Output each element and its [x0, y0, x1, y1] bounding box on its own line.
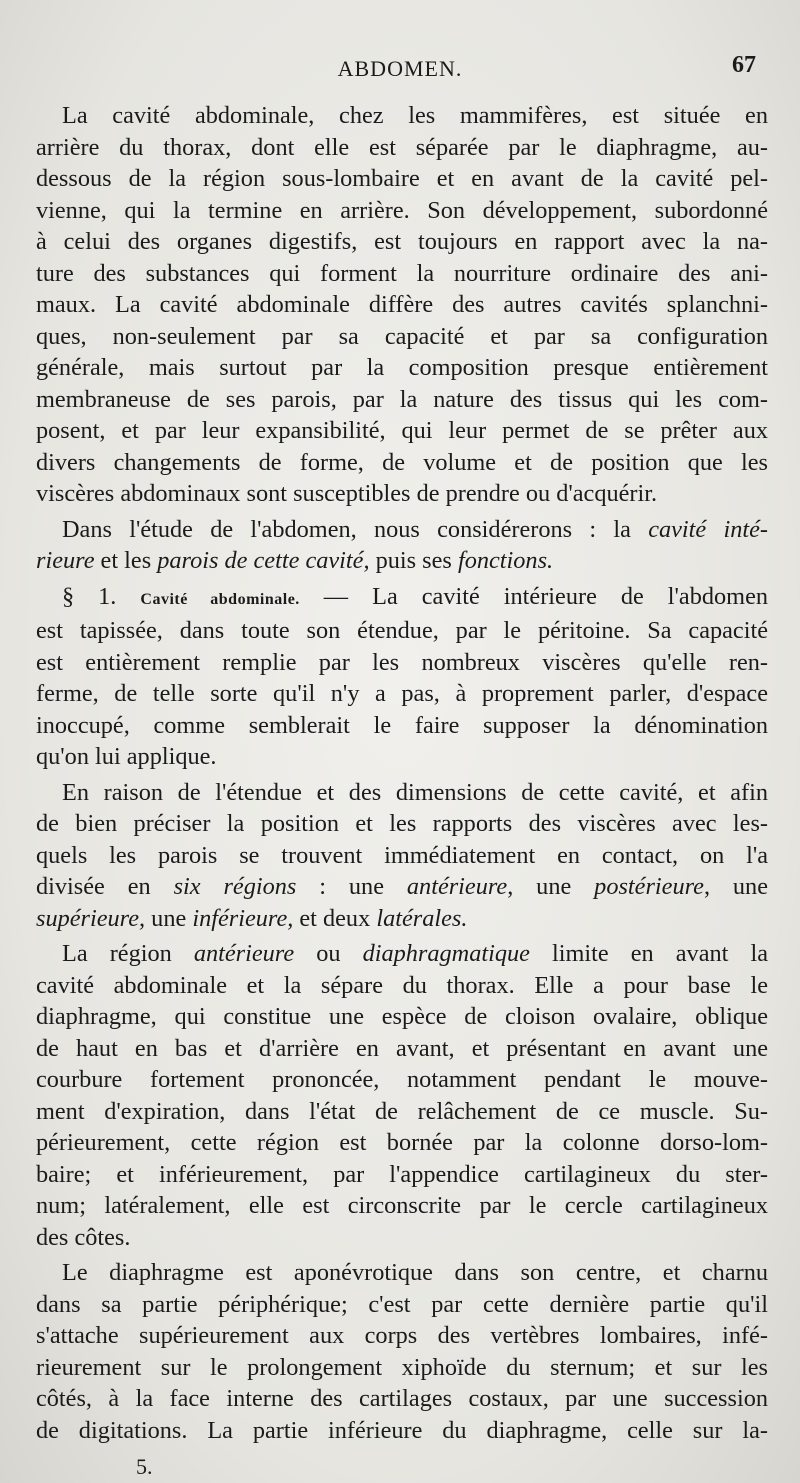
text-line: côtés, à la face interne des cartilages costaux, par une succession — [36, 1385, 768, 1412]
italic-run: diaphragmatique — [362, 940, 530, 967]
text-run: limite en avant la — [529, 940, 768, 967]
page-number: 67 — [732, 52, 756, 78]
text-line: vienne, qui la termine en arrière. Son développement, subordonné — [36, 196, 768, 224]
italic-run: antérieure — [193, 940, 295, 967]
text-line: à celui des organes digestifs, est toujours en rapport avec la na- — [36, 228, 768, 255]
signature-mark: 5. — [136, 1454, 153, 1479]
text-line: périeurement, cette région est bornée par la colonne dorso-lom- — [36, 1129, 768, 1156]
running-head — [0, 52, 800, 88]
text-line: posent, et par leur expansibilité, qui leur permet de se prêter aux — [36, 417, 768, 444]
text-line: cavité abdominale et la sépare du thorax. Elle a pour base le — [36, 971, 768, 999]
text-line — [36, 545, 768, 577]
text-line — [36, 903, 768, 935]
text-line: membraneuse de ses parois, par la nature des tissus qui les com- — [36, 385, 768, 413]
paragraph-2 — [36, 514, 768, 577]
text-line: Le diaphragme est aponévrotique dans son centre, et charnu — [62, 1259, 768, 1286]
text-line — [36, 514, 768, 546]
text-line: de haut en bas et d'arrière en avant, et présentant en avant une — [36, 1034, 768, 1062]
text-run: une — [145, 904, 193, 932]
text-line: courbure fortement prononcée, notamment pendant le mouve- — [36, 1066, 768, 1093]
text-run: , une — [507, 873, 595, 900]
text-line: baire; et inférieurement, par l'appendice cartilagineux du ster- — [36, 1160, 768, 1188]
text-line: ques, non-seulement par sa capacité et par sa configuration — [36, 322, 768, 350]
text-line: quels les parois se trouvent immédiatement en contact, on l'a — [36, 841, 768, 869]
italic-run: antérieure — [406, 873, 508, 900]
paragraph-4 — [36, 777, 768, 935]
text-line: diaphragme, qui constitue une espèce de cloison ovalaire, oblique — [36, 1003, 768, 1030]
text-run: puis ses — [369, 547, 458, 574]
italic-run: supérieure, — [36, 904, 146, 932]
text-run: et les — [94, 547, 158, 574]
text-line: dessous de la région sous-lombaire et en avant de la cavité pel- — [36, 165, 768, 192]
text-line: num; latéralement, elle est circonscrite par le cercle cartilagineux — [36, 1192, 768, 1219]
paragraph-5 — [36, 938, 768, 1253]
text-run: ou — [294, 940, 363, 967]
text-line: ture des substances qui forment la nourriture ordinaire des ani- — [36, 259, 768, 287]
text-line: rieurement sur le prolongement xiphoïde du sternum; et sur les — [36, 1353, 768, 1381]
body-text — [36, 100, 768, 1450]
section-title: Cavité abdominale. — [140, 590, 300, 608]
text-line: générale, mais surtout par la composition presque entièrement — [36, 354, 768, 381]
text-line: maux. La cavité abdominale diffère des autres cavités splanchni- — [36, 291, 768, 318]
italic-run: cavité inté- — [648, 515, 769, 543]
text-line: de bien préciser la position et les rapports des viscères avec les- — [36, 810, 768, 837]
italic-run: six régions — [173, 873, 297, 900]
paragraph-1 — [36, 100, 768, 510]
italic-run: parois de cette cavité, — [157, 547, 370, 574]
text-line: La cavité abdominale, chez les mammifères, est située en — [62, 102, 768, 129]
text-run: — La cavité intérieure de l'abdomen — [299, 582, 768, 610]
text-run: La région — [62, 940, 194, 967]
text-line: est tapissée, dans toute son étendue, par le péritoine. Sa capacité — [36, 617, 768, 644]
text-line: qu'on lui applique. — [36, 743, 217, 770]
text-line: inoccupé, comme semblerait le faire supposer la dénomination — [36, 711, 768, 739]
text-line — [36, 938, 768, 970]
text-line: ferme, de telle sorte qu'il n'y a pas, à proprement parler, d'espace — [36, 680, 768, 707]
text-run: divisée en — [36, 873, 174, 900]
text-line: des côtes. — [36, 1223, 131, 1251]
text-line: viscères abdominaux sont susceptibles de prendre ou d'acquérir. — [36, 480, 658, 507]
text-line — [36, 871, 768, 903]
text-line: est entièrement remplie par les nombreux viscères qu'elle ren- — [36, 648, 768, 676]
italic-run: fonctions. — [457, 547, 554, 574]
text-line: de digitations. La partie inférieure du diaphragme, celle sur la- — [36, 1416, 768, 1444]
text-run: et deux — [293, 904, 377, 932]
text-line: dans sa partie périphérique; c'est par cette dernière partie qu'il — [36, 1290, 768, 1318]
text-line — [36, 581, 768, 616]
italic-run: postérieure — [594, 873, 704, 900]
running-title: ABDOMEN. — [337, 56, 463, 81]
text-run: : une — [296, 873, 407, 900]
text-run: Dans l'étude de l'abdomen, nous considérerons : la — [62, 515, 649, 543]
text-line: s'attache supérieurement aux corps des vertèbres lombaires, infé- — [36, 1322, 768, 1349]
italic-run: rieure — [36, 547, 95, 574]
text-line: divers changements de forme, de volume et de position que les — [36, 448, 768, 476]
text-line: En raison de l'étendue et des dimensions de cette cavité, et afin — [62, 778, 768, 806]
paragraph-3 — [36, 581, 768, 773]
text-line: ment d'expiration, dans l'état de relâchement de ce muscle. Su- — [36, 1097, 768, 1125]
text-run: , une — [703, 873, 768, 900]
section-mark: § 1. — [62, 582, 117, 610]
italic-run: latérales. — [376, 904, 468, 932]
italic-run: inférieure, — [192, 904, 294, 932]
paragraph-6 — [36, 1257, 768, 1446]
text-line: arrière du thorax, dont elle est séparée par le diaphragme, au- — [36, 133, 768, 161]
